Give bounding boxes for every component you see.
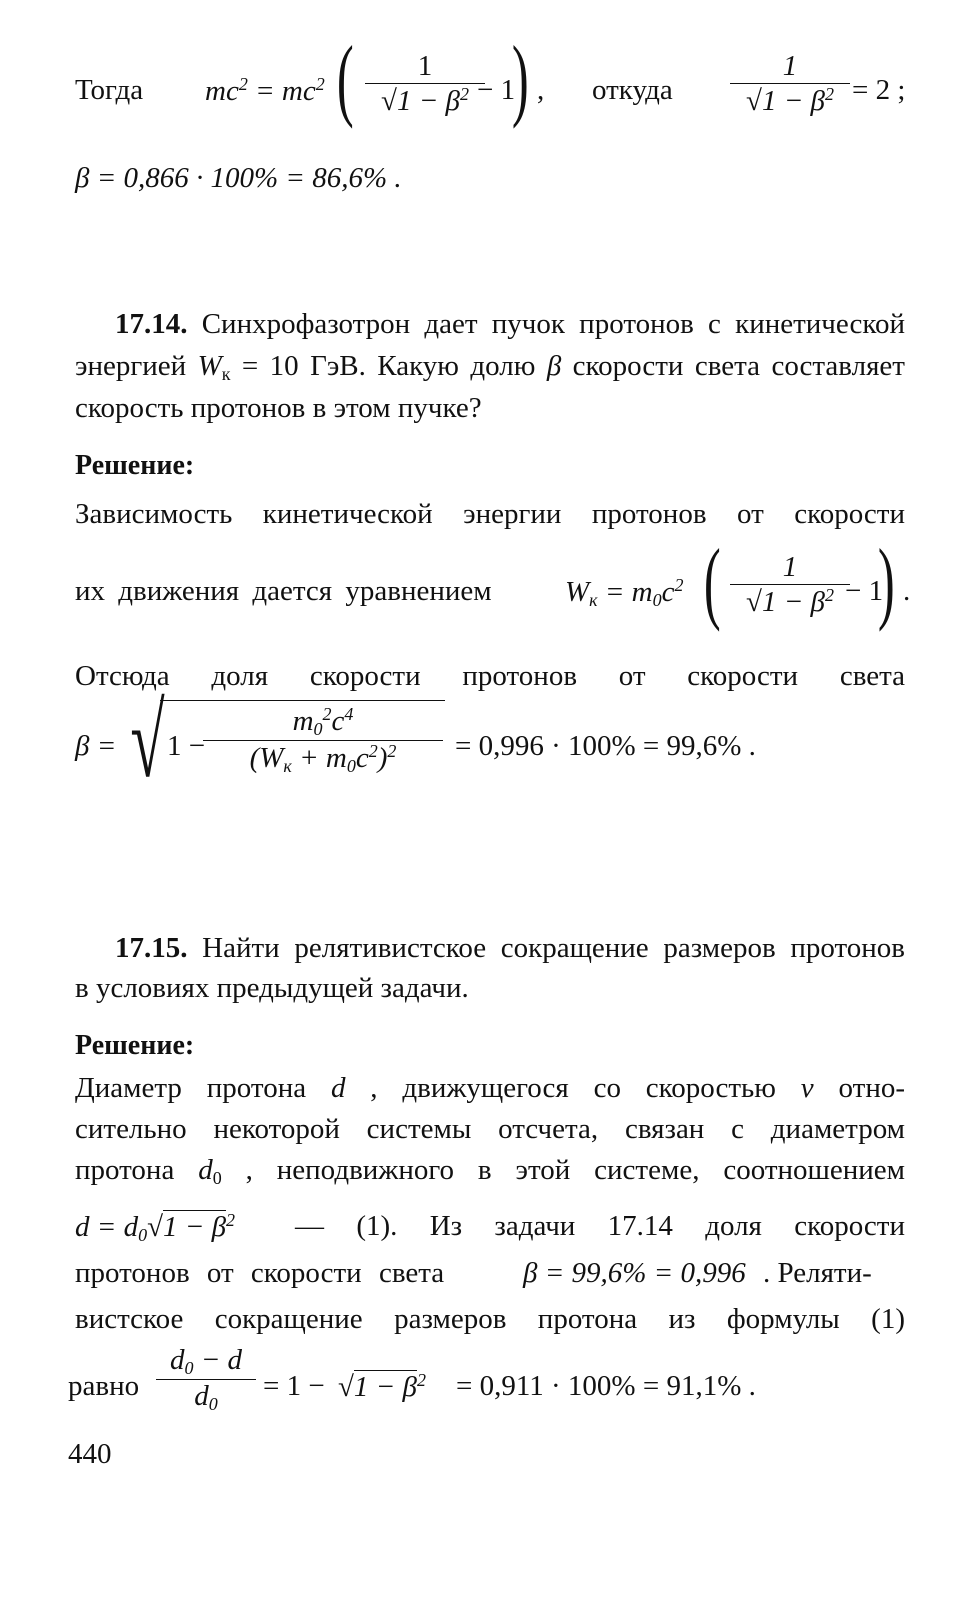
sqrt-sign: √ bbox=[130, 684, 165, 799]
beta-996-equation bbox=[75, 684, 795, 800]
p1714-sol-line2-text: их движения дается уравнением bbox=[75, 575, 492, 607]
p1714-k: к bbox=[221, 364, 231, 384]
p1715-sol-line4 bbox=[75, 1200, 905, 1250]
top-frac-den: $√1 - \beta^2$ bbox=[365, 83, 485, 118]
p1715-line2: в условиях предыдущей задачи. bbox=[75, 972, 469, 1004]
p1714-line2-a: энергией bbox=[75, 350, 198, 382]
p1714-w: W bbox=[197, 350, 222, 382]
wk-open-paren: ( bbox=[703, 530, 721, 632]
close-paren: ) bbox=[511, 27, 529, 129]
beta-frac-num: $m_0^2c^4$ bbox=[292, 704, 354, 739]
beta-lhs: β = bbox=[75, 730, 117, 762]
sol1-d: d bbox=[330, 1072, 346, 1104]
wk-period: . bbox=[903, 575, 911, 607]
d-frac-num: $d_0 - d$ bbox=[169, 1344, 243, 1378]
wk-close-paren: ) bbox=[877, 530, 895, 632]
p1714-solution-header: Решение: bbox=[75, 450, 195, 481]
sol7-a: равно bbox=[68, 1370, 140, 1402]
sqrt-bar bbox=[160, 700, 445, 701]
p1714-line2-b: = 10 ГэВ. Какую долю bbox=[230, 350, 547, 382]
p1714-line2 bbox=[75, 350, 905, 385]
d-frac-num-b: − d bbox=[193, 1344, 243, 1376]
open-paren: ( bbox=[336, 27, 354, 129]
eq-comma: , bbox=[537, 74, 545, 106]
p1715-sol-line7 bbox=[68, 1340, 898, 1435]
beta-866-result: β = 0,866 · 100% = 86,6% . bbox=[75, 162, 402, 194]
p1715-solution-header: Решение: bbox=[75, 1030, 195, 1061]
sol3-d: d bbox=[198, 1154, 213, 1186]
sol5-eq: β = 99,6% = 0,996 bbox=[523, 1257, 746, 1289]
sol3-b: , неподвижного в этой системе, соотношением bbox=[221, 1154, 905, 1186]
second-fraction bbox=[730, 50, 850, 118]
otkuda-word: откуда bbox=[592, 74, 673, 106]
d-fraction bbox=[156, 1344, 256, 1415]
top-frac-num: 1 bbox=[417, 50, 433, 82]
sol7-sqrt-arg: 1 − β bbox=[353, 1371, 417, 1403]
p1714-line1 bbox=[75, 308, 905, 341]
wk-c: c bbox=[661, 576, 675, 608]
wk-zero: 0 bbox=[652, 590, 662, 610]
sol5-a: протонов от скорости света bbox=[75, 1257, 445, 1289]
d-formula: $d = d_0√1 - \beta^2$ bbox=[75, 1210, 236, 1245]
d-frac-den-d: d bbox=[194, 1380, 209, 1412]
wk-sqrt-arg: 1 − β bbox=[761, 586, 825, 618]
wk-frac-den: $√1 - \beta^2$ bbox=[730, 584, 850, 619]
beta-num-m: m bbox=[292, 705, 314, 737]
sqrt-one-minus: 1 − bbox=[167, 730, 206, 762]
sol7-rest-a: = 1 − bbox=[263, 1370, 325, 1402]
sol4-rest: — (1). Из задачи 17.14 доля скорости bbox=[295, 1210, 905, 1242]
top-fraction bbox=[365, 50, 485, 118]
p1714-number: 17.14. bbox=[115, 308, 188, 340]
p1714-beta: β bbox=[546, 350, 562, 382]
sol1-a: Диаметр протона bbox=[75, 1072, 331, 1104]
second-frac-den: $√1 - \beta^2$ bbox=[730, 83, 850, 118]
eq-lhs-text: mc bbox=[205, 75, 239, 107]
wk-rhs: = m bbox=[597, 576, 653, 608]
wk-fraction bbox=[730, 551, 850, 619]
wk-w: W bbox=[565, 576, 590, 608]
p1714-line1-text: Синхрофазотрон дает пучок протонов с кинетической bbox=[187, 308, 905, 340]
d-frac-den: $d_0$ bbox=[156, 1379, 256, 1415]
wk-minus-one: − 1 bbox=[845, 575, 884, 607]
p1714-line3: скорость протонов в этом пучке? bbox=[75, 392, 482, 424]
p1715-number: 17.15. bbox=[115, 932, 188, 964]
beta-den-b: + m bbox=[291, 742, 347, 774]
sol5-b: . Реляти- bbox=[763, 1257, 872, 1289]
sol7-rest-b: = 0,911 · 100% = 91,1% . bbox=[456, 1370, 756, 1402]
minus-one: − 1 bbox=[477, 74, 516, 106]
d-formula-text: d = d bbox=[75, 1211, 139, 1243]
p1715-sol-line3: протона $d_0$ , неподвижного в этой системе, соотношением bbox=[75, 1154, 905, 1188]
p1714-sol-line3: Отсюда доля скорости протонов от скорости света bbox=[75, 660, 905, 692]
beta-fraction bbox=[203, 704, 443, 777]
d-formula-sqrt: 1 − β bbox=[163, 1211, 227, 1243]
togda-word: Тогда bbox=[75, 74, 144, 106]
p1715-sol-line6: вистское сокращение размеров протона из формулы (1) bbox=[75, 1303, 905, 1335]
top-sqrt-arg: 1 − β bbox=[396, 85, 460, 117]
beta-den-a: (W bbox=[249, 742, 284, 774]
p1715-line1-text: Найти релятивистское сокращение размеров протонов bbox=[187, 932, 905, 964]
second-sqrt-arg: 1 − β bbox=[761, 85, 825, 117]
p1714-line2-c: скорости света составляет bbox=[561, 350, 905, 382]
sol1-b: , движущегося со скоростью bbox=[345, 1072, 801, 1104]
d-frac-num-d: d bbox=[169, 1344, 185, 1376]
sol3-a: протона bbox=[75, 1154, 199, 1186]
p1715-line1 bbox=[75, 932, 905, 965]
p1714-sol-line1: Зависимость кинетической энергии протонов от скорости bbox=[75, 498, 905, 530]
eq-lhs: $mc^2 = mc^2$ bbox=[205, 74, 325, 107]
sol1-c: отно- bbox=[813, 1072, 905, 1104]
equals-two: = 2 ; bbox=[852, 74, 906, 106]
wk-frac-num: 1 bbox=[782, 551, 798, 583]
sol1-v: v bbox=[800, 1072, 814, 1104]
wk-equation: $W_к = m_0c^2$ bbox=[565, 575, 684, 610]
wk-k: к bbox=[589, 590, 598, 610]
page-number: 440 bbox=[68, 1438, 112, 1470]
beta-996-result: = 0,996 · 100% = 99,6% . bbox=[455, 730, 756, 762]
eq-mid-text: = mc bbox=[247, 75, 316, 107]
p1715-sol-line5 bbox=[75, 1257, 905, 1302]
beta-frac-den: $(W_к + m_0c^2)^2$ bbox=[203, 740, 443, 777]
p1715-sol-line2: сительно некоторой системы отсчета, связан с диаметром bbox=[75, 1113, 905, 1145]
sol7-sqrt: $√1 - \beta^2$ bbox=[338, 1370, 426, 1403]
second-frac-num: 1 bbox=[782, 50, 798, 82]
p1715-sol-line1 bbox=[75, 1072, 905, 1105]
p1714-sol-line2 bbox=[75, 530, 915, 645]
